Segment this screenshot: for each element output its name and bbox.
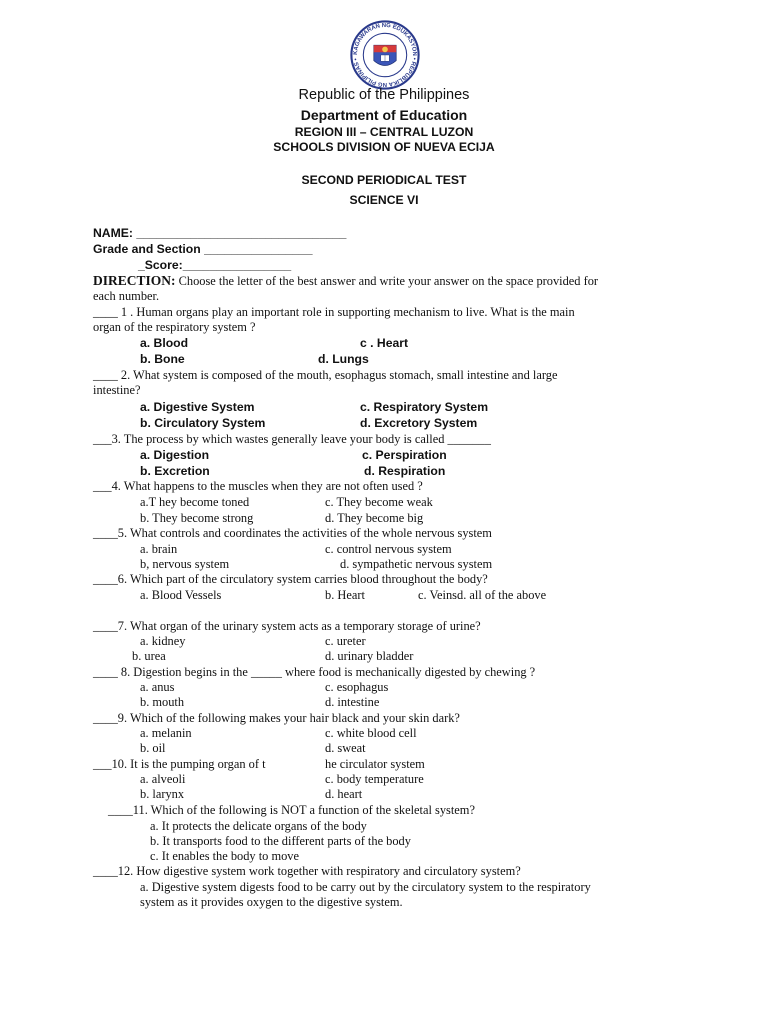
question-line: b. larynx [140, 787, 185, 801]
question-line: ____ 2. What system is composed of the mouth, esophagus stomach, small intestine and large [93, 368, 558, 382]
subject-title: SCIENCE VI [349, 193, 419, 207]
question-line: d. sympathetic nervous system [340, 557, 493, 571]
question-line: a. It protects the delicate organs of the body [150, 819, 367, 833]
question-line: b. Excretion [140, 464, 210, 478]
region-line: REGION III – CENTRAL LUZON [294, 125, 474, 139]
question-line: d. Excretory System [360, 416, 478, 430]
question-line: c. It enables the body to move [150, 849, 299, 863]
question-line: a. melanin [140, 726, 192, 740]
question-line: d. intestine [325, 695, 380, 709]
question-line: a.T hey become toned [140, 495, 250, 509]
question-line: c. Veinsd. all of the above [418, 588, 547, 602]
question-line: b. urea [132, 649, 166, 663]
deped-seal-logo [350, 20, 420, 90]
question-line: ____12. How digestive system work together with respiratory and circulatory system? [93, 864, 521, 878]
question-line: a. kidney [140, 634, 186, 648]
question-line: ____9. Which of the following makes your hair black and your skin dark? [93, 711, 460, 725]
question-line: a. Digestion [140, 448, 210, 462]
question-line: ____11. Which of the following is NOT a function of the skeletal system? [108, 803, 475, 817]
question-line: a. brain [140, 542, 178, 556]
question-line: a. alveoli [140, 772, 186, 786]
question-line: d. They become big [325, 511, 424, 525]
question-line: a. Blood [140, 336, 189, 350]
question-line: a. anus [140, 680, 175, 694]
question-line: d. Respiration [364, 464, 446, 478]
direction-text-cont: each number. [93, 289, 160, 303]
test-title: SECOND PERIODICAL TEST [301, 173, 467, 187]
question-line: d. urinary bladder [325, 649, 414, 663]
question-line: b, nervous system [140, 557, 230, 571]
question-line: b. It transports food to the different parts of the body [150, 834, 411, 848]
direction-label: DIRECTION: [93, 273, 176, 288]
question-line: organ of the respiratory system ? [93, 320, 256, 334]
question-line: a. Digestive System [140, 400, 255, 414]
question-line: ____6. Which part of the circulatory system carries blood throughout the body? [93, 572, 488, 586]
name-field[interactable]: NAME: _______________________________ [93, 226, 347, 240]
question-line: c. body temperature [325, 772, 424, 786]
direction-line [93, 273, 598, 289]
question-line: b. They become strong [140, 511, 254, 525]
question-line: b. oil [140, 741, 166, 755]
republic-line: Republic of the Philippines [298, 87, 470, 103]
question-line: ____ 1 . Human organs play an important role in supporting mechanism to live. What is the main [93, 305, 575, 319]
question-line: b. Bone [140, 352, 185, 366]
question-line: d. Lungs [318, 352, 369, 366]
question-line: c. Respiratory System [360, 400, 489, 414]
division-line: SCHOOLS DIVISION OF NUEVA ECIJA [273, 140, 495, 154]
question-line: a. Digestive system digests food to be carry out by the circulatory system to the respiratory [140, 880, 591, 894]
question-line: a. Blood Vessels [140, 588, 222, 602]
question-line: b. Heart [325, 588, 365, 602]
question-line: ___4. What happens to the muscles when they are not often used ? [93, 479, 423, 493]
question-line: d. sweat [325, 741, 366, 755]
question-line: c. They become weak [325, 495, 433, 509]
question-line: c . Heart [360, 336, 409, 350]
question-line: c. control nervous system [325, 542, 452, 556]
direction-text: Choose the letter of the best answer and write your answer on the space provided for [175, 274, 599, 288]
question-line: system as it provides oxygen to the digestive system. [140, 895, 403, 909]
grade-section-field[interactable]: Grade and Section ________________ [93, 242, 313, 256]
question-line: c. Perspiration [362, 448, 447, 462]
question-line: b. Circulatory System [140, 416, 266, 430]
question-line: d. heart [325, 787, 363, 801]
question-line: ____5. What controls and coordinates the activities of the whole nervous system [93, 526, 492, 540]
question-line: b. mouth [140, 695, 185, 709]
question-line: ____ 8. Digestion begins in the _____ where food is mechanically digested by chewing ? [93, 665, 536, 679]
question-line: c. white blood cell [325, 726, 417, 740]
question-line: ___10. It is the pumping organ of t [93, 757, 266, 771]
score-field[interactable]: _Score:________________ [138, 258, 292, 272]
question-line: intestine? [93, 383, 141, 397]
question-line: c. ureter [325, 634, 366, 648]
question-line: ___3. The process by which wastes generally leave your body is called _______ [93, 432, 491, 446]
question-line: ____7. What organ of the urinary system acts as a temporary storage of urine? [93, 619, 481, 633]
department-title: Department of Education [300, 107, 468, 123]
question-line: he circulator system [325, 757, 425, 771]
seal-ring-text: KAGAWARAN NG EDUKASYON • REPUBLIKA NG PILIPINAS • [352, 22, 418, 88]
question-line: c. esophagus [325, 680, 389, 694]
